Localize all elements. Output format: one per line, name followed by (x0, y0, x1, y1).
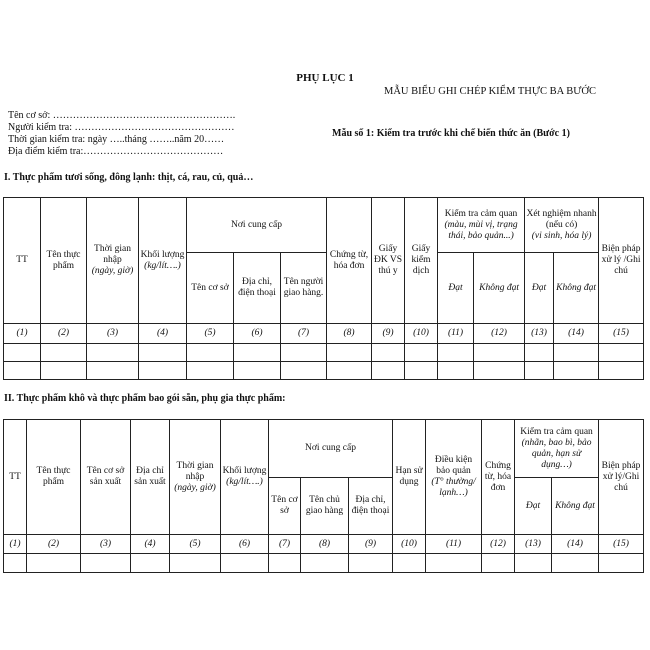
info-block (8, 110, 235, 158)
s1-weight-label: Khối lượng (140, 249, 185, 260)
s2-num: (8) (301, 535, 349, 554)
form-title: Mẫu số 1: Kiểm tra trước khi chế biến thức ăn (Bước 1) (332, 128, 570, 139)
s2-col-sup-name: Tên cơ sở (269, 478, 301, 535)
s2-col-sup-person: Tên chủ giao hàng (301, 478, 349, 535)
s2-time-note: (ngày, giờ) (174, 482, 216, 493)
s1-col-supplier: Nơi cung cấp (187, 198, 327, 253)
s1-col-lab (525, 198, 599, 253)
s2-col-tt: TT (4, 420, 27, 535)
facility-line: Tên cơ sở: ………………………………………………. (8, 110, 236, 121)
s2-col-storage (426, 420, 482, 535)
section1-title: I. Thực phẩm tươi sống, đông lạnh: thịt, cá, rau, củ, quả… (4, 172, 254, 183)
s1-col-sens-fail: Không đạt (474, 253, 525, 324)
s1-num: (6) (234, 324, 281, 344)
s1-col-lab-fail: Không đạt (554, 253, 599, 324)
s1-num: (1) (4, 324, 41, 344)
form-subtitle (320, 86, 650, 97)
s1-col-sensory (438, 198, 525, 253)
s2-col-supplier: Nơi cung cấp (269, 420, 393, 478)
s2-num: (12) (482, 535, 515, 554)
appendix-title (0, 72, 650, 84)
s1-sensory-note: (màu, mùi vị, trạng thái, bảo quản...) (444, 219, 518, 241)
s1-num: (12) (474, 324, 525, 344)
s1-col-weight (139, 198, 187, 324)
s1-num: (10) (405, 324, 438, 344)
s1-num: (5) (187, 324, 234, 344)
s1-num: (13) (525, 324, 554, 344)
inspector-line: Người kiểm tra: ………………………………………… (8, 122, 235, 133)
table-row (4, 362, 644, 380)
s2-col-sens-pass: Đạt (515, 478, 552, 535)
s1-lab-label: Xét nghiệm nhanh (nếu có) (526, 208, 597, 230)
s1-col-action: Biện pháp xử lý /Ghi chú (599, 198, 644, 324)
s2-num: (2) (27, 535, 81, 554)
s2-col-docs: Chứng từ, hóa đơn (482, 420, 515, 535)
s1-lab-note: (vi sinh, hóa lý) (531, 230, 592, 241)
s2-num: (4) (131, 535, 170, 554)
s1-num: (15) (599, 324, 644, 344)
s2-num: (5) (170, 535, 221, 554)
s2-sensory-label: Kiểm tra cảm quan (520, 426, 593, 437)
s2-col-name: Tên thực phẩm (27, 420, 81, 535)
s1-num: (4) (139, 324, 187, 344)
s1-num: (8) (327, 324, 372, 344)
section2-table (3, 419, 644, 573)
s1-col-license: Giấy ĐK VS thú y (372, 198, 405, 324)
s2-col-expiry: Hạn sử dụng (393, 420, 426, 535)
s1-col-tt: TT (4, 198, 41, 324)
s2-storage-label: Điều kiện bảo quản (434, 455, 473, 476)
table-row (4, 344, 644, 362)
s1-num: (9) (372, 324, 405, 344)
s1-col-lab-pass: Đạt (525, 253, 554, 324)
s1-col-name: Tên thực phẩm (41, 198, 87, 324)
s2-col-time (170, 420, 221, 535)
s1-sensory-label: Kiểm tra cảm quan (444, 208, 518, 219)
s2-num: (6) (221, 535, 269, 554)
s1-num: (2) (41, 324, 87, 344)
s2-num: (13) (515, 535, 552, 554)
s2-num: (11) (426, 535, 482, 554)
s1-col-quarantine: Giấy kiểm dịch (405, 198, 438, 324)
s2-col-sup-addr: Địa chỉ, điện thoại (349, 478, 393, 535)
s1-time-label: Thời gian nhập (94, 244, 131, 265)
s2-num: (3) (81, 535, 131, 554)
appendix-text: PHỤ LỤC 1 (296, 72, 354, 84)
s2-col-action: Biện pháp xử lý/Ghi chú (599, 420, 644, 535)
s2-weight-note: (kg/lít….) (226, 477, 263, 487)
section2-title: II. Thực phẩm khô và thực phẩm bao gói sẵn, phụ gia thực phẩm: (4, 393, 286, 404)
s2-time-label: Thời gian nhập (176, 460, 214, 482)
s1-time-note: (ngày, giờ) (91, 266, 134, 276)
s2-sensory-note: (nhãn, bao bì, bảo quản, hạn sử dụng…) (521, 437, 592, 470)
s1-col-sup-person: Tên người giao hàng. (281, 253, 327, 324)
s1-col-sens-pass: Đạt (438, 253, 474, 324)
s1-col-time (87, 198, 139, 324)
table-row (4, 554, 644, 573)
s2-col-producer-addr: Địa chỉ sản xuất (131, 420, 170, 535)
s1-num: (3) (87, 324, 139, 344)
section1-table (3, 197, 644, 380)
s1-col-sup-name: Tên cơ sở (187, 253, 234, 324)
s2-num: (14) (552, 535, 599, 554)
subtitle-text: MẪU BIỂU GHI CHÉP KIỂM THỰC BA BƯỚC (383, 86, 596, 97)
s1-col-docs: Chứng từ, hóa đơn (327, 198, 372, 324)
s2-num: (7) (269, 535, 301, 554)
s2-col-producer: Tên cơ sở sản xuất (81, 420, 131, 535)
time-line: Thời gian kiểm tra: ngày …..tháng ……..năm 20…… (8, 134, 225, 145)
s2-col-weight (221, 420, 269, 535)
s2-num: (15) (599, 535, 644, 554)
s1-col-sup-addr: Địa chỉ, điện thoại (234, 253, 281, 324)
s2-col-sens-fail: Không đạt (552, 478, 599, 535)
s1-num: (14) (554, 324, 599, 344)
s2-col-sensory (515, 420, 599, 478)
s1-number-row (4, 324, 644, 344)
s2-weight-label: Khối lượng (222, 466, 267, 476)
s2-number-row (4, 535, 644, 554)
s2-num: (1) (4, 535, 27, 554)
s2-storage-note: (T° thường/ lạnh…) (431, 477, 476, 498)
s2-num: (10) (393, 535, 426, 554)
s1-num: (7) (281, 324, 327, 344)
s1-num: (11) (438, 324, 474, 344)
location-line: Địa điểm kiểm tra:…………………………………… (8, 146, 224, 157)
s1-weight-note: (kg/lít….) (144, 260, 181, 271)
s2-num: (9) (349, 535, 393, 554)
